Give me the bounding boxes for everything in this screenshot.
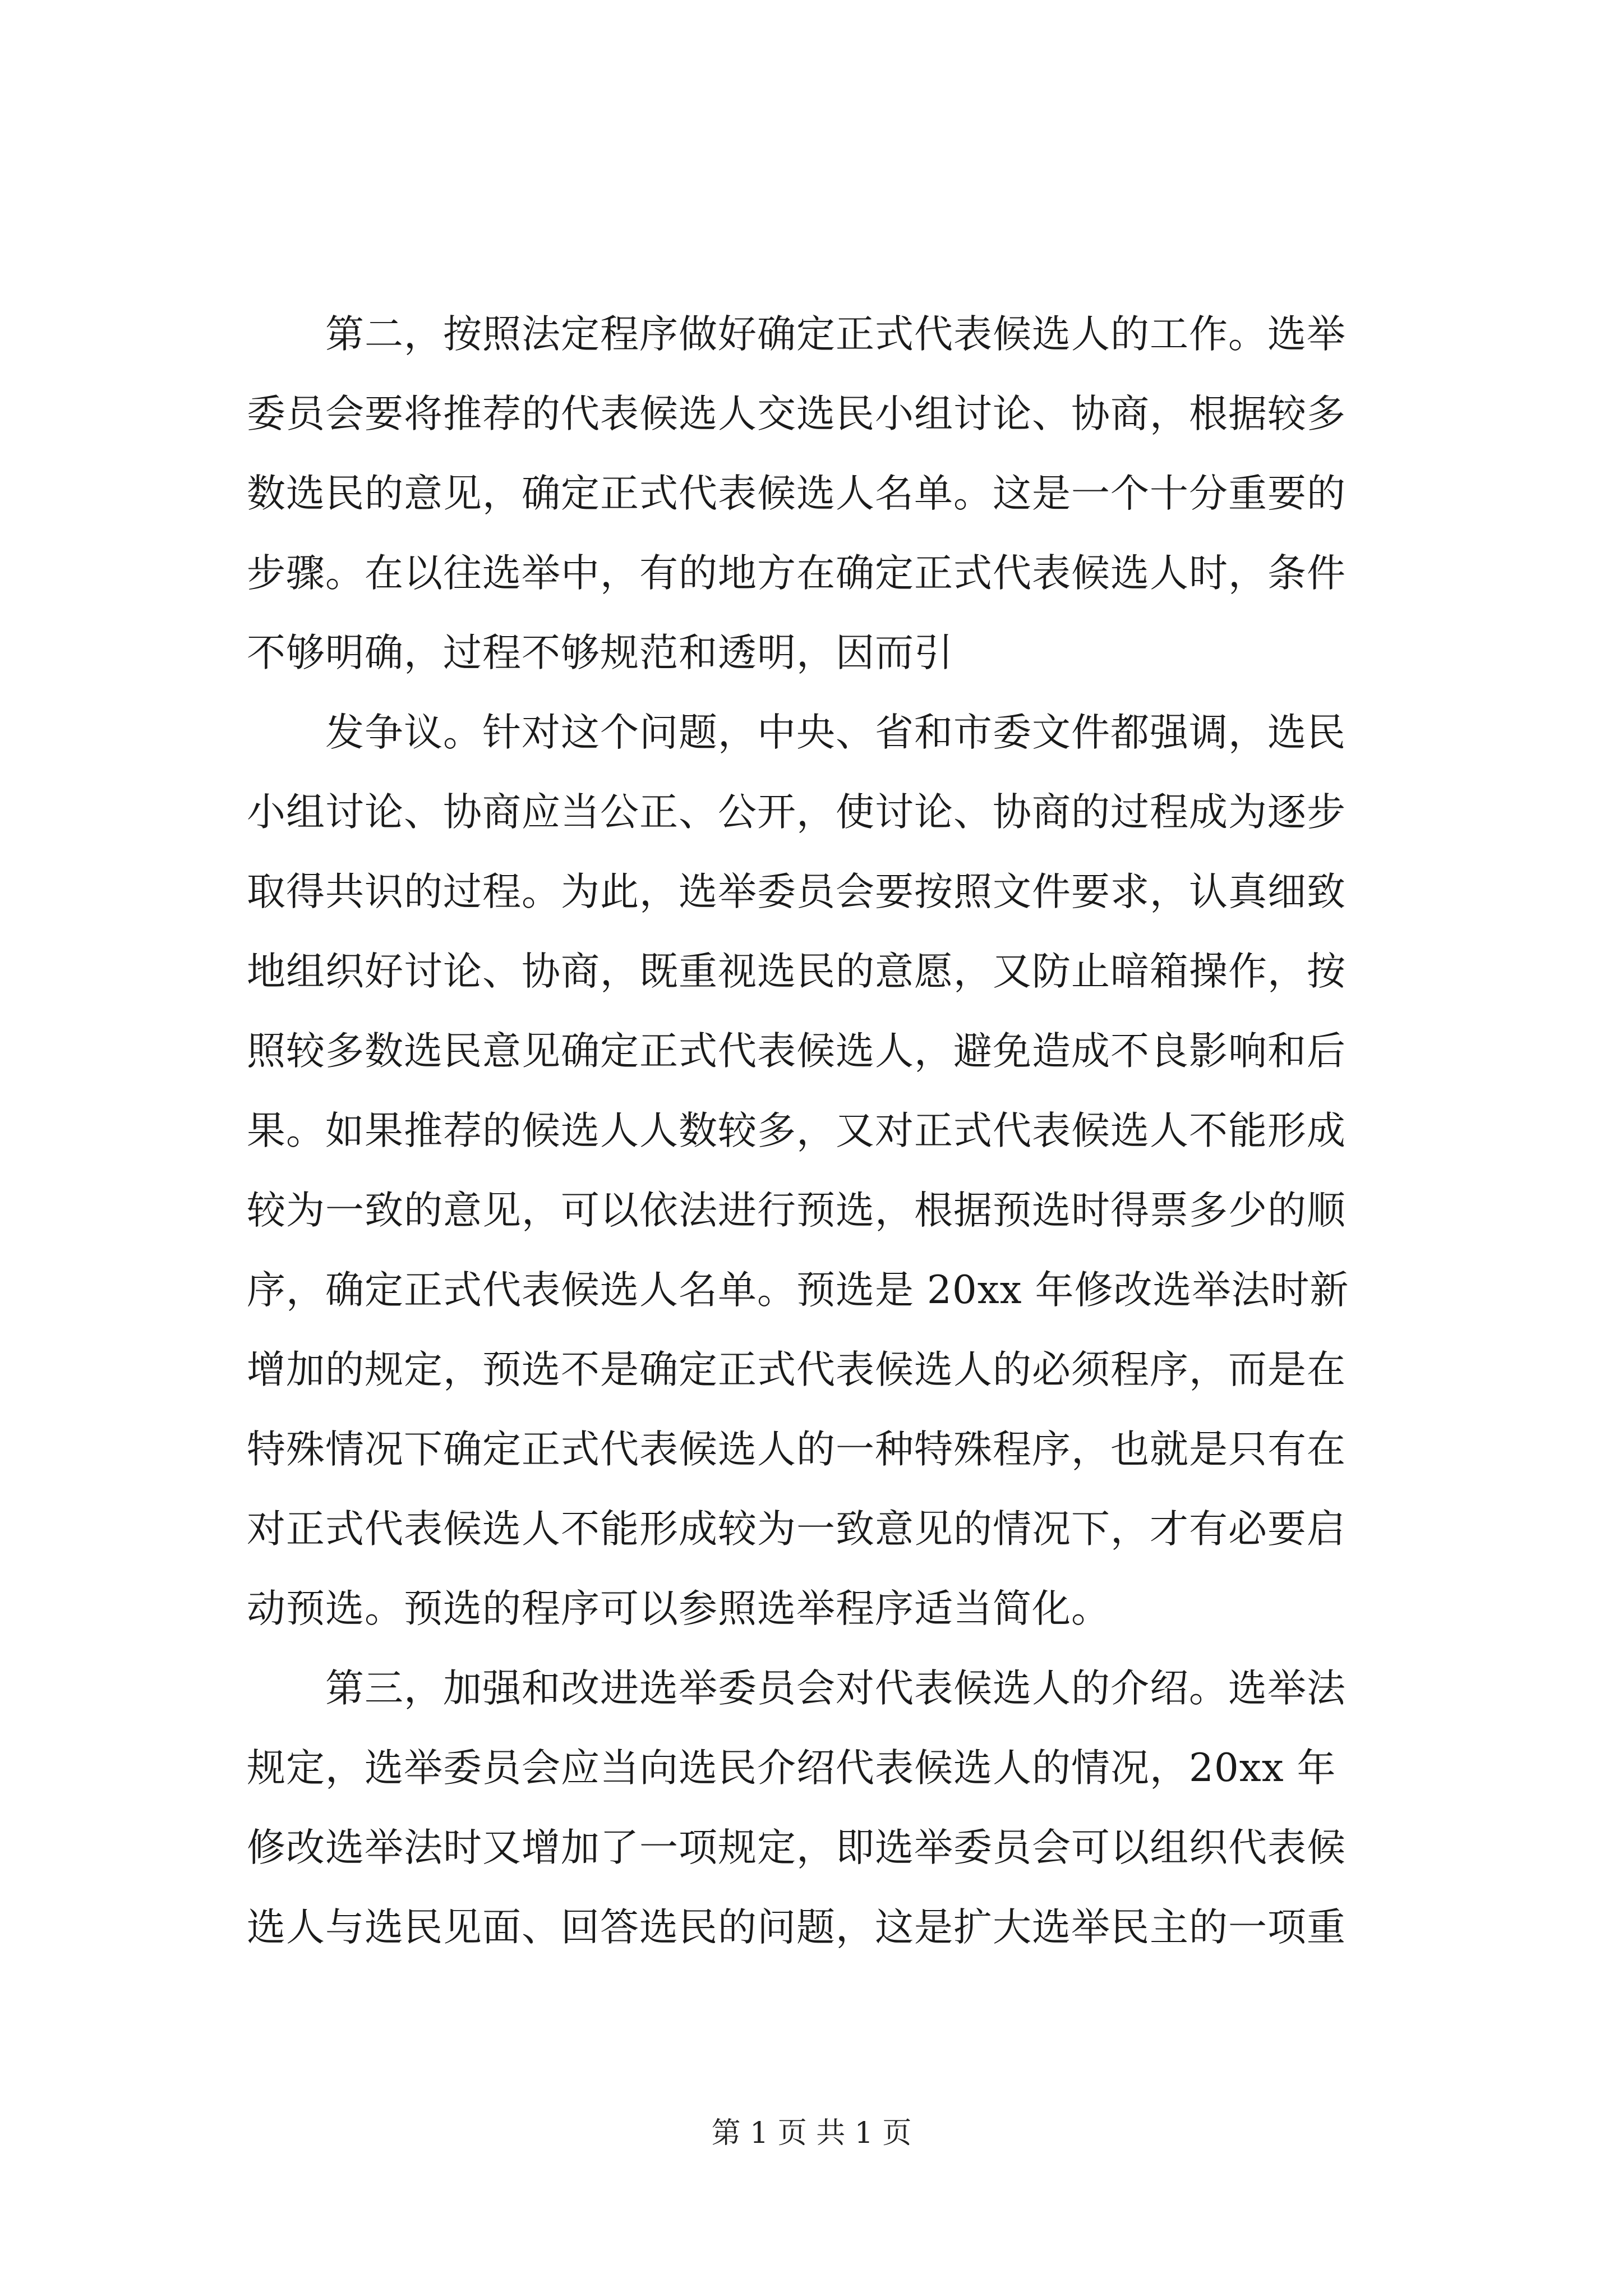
paragraph-1: [247, 295, 1424, 693]
text-line: 小组讨论、协商应当公正、公开，使讨论、协商的过程成为逐步: [247, 790, 1346, 835]
text-line: 增加的规定，预选不是确定正式代表候选人的必须程序，而是在: [247, 1347, 1346, 1392]
text-line: 发争议。针对这个问题，中央、省和市委文件都强调，选民: [325, 710, 1346, 755]
text-line: 特殊情况下确定正式代表候选人的一种特殊程序，也就是只有在: [247, 1427, 1346, 1472]
text-line: 选人与选民见面、回答选民的问题，这是扩大选举民主的一项重: [247, 1905, 1346, 1950]
text-line: 地组织好讨论、协商，既重视选民的意愿，又防止暗箱操作，按: [247, 949, 1346, 994]
text-line: 委员会要将推荐的代表候选人交选民小组讨论、协商，根据较多: [247, 392, 1346, 436]
text-line: 果。如果推荐的候选人人数较多，又对正式代表候选人不能形成: [247, 1108, 1346, 1153]
text-line: 规定，选举委员会应当向选民介绍代表候选人的情况，20xx 年: [247, 1746, 1336, 1791]
text-line: 较为一致的意见，可以依法进行预选，根据预选时得票多少的顺: [247, 1188, 1346, 1233]
text-line: 照较多数选民意见确定正式代表候选人，避免造成不良影响和后: [247, 1029, 1346, 1074]
paragraph-2: [247, 693, 1424, 1649]
page-number-label: 第 1 页 共 1 页: [711, 2116, 912, 2150]
text-line: 序，确定正式代表候选人名单。预选是 20xx 年修改选举法时新: [247, 1268, 1349, 1313]
document-body: [247, 295, 1424, 1967]
text-line: 第二，按照法定程序做好确定正式代表候选人的工作。选举: [325, 312, 1346, 357]
page-footer: [0, 2109, 1623, 2151]
text-line: 对正式代表候选人不能形成较为一致意见的情况下，才有必要启: [247, 1507, 1346, 1552]
paragraph-3: [247, 1649, 1424, 1967]
text-line: 修改选举法时又增加了一项规定，即选举委员会可以组织代表候: [247, 1825, 1346, 1870]
text-line: 第三，加强和改进选举委员会对代表候选人的介绍。选举法: [325, 1666, 1346, 1711]
text-line: 取得共识的过程。为此，选举委员会要按照文件要求，认真细致: [247, 869, 1346, 914]
text-line: 数选民的意见，确定正式代表候选人名单。这是一个十分重要的: [247, 471, 1346, 516]
text-line: 动预选。预选的程序可以参照选举程序适当简化。: [247, 1586, 1110, 1631]
text-line: 步骤。在以往选举中，有的地方在确定正式代表候选人时，条件: [247, 551, 1346, 596]
text-line: 不够明确，过程不够规范和透明，因而引: [247, 631, 953, 675]
